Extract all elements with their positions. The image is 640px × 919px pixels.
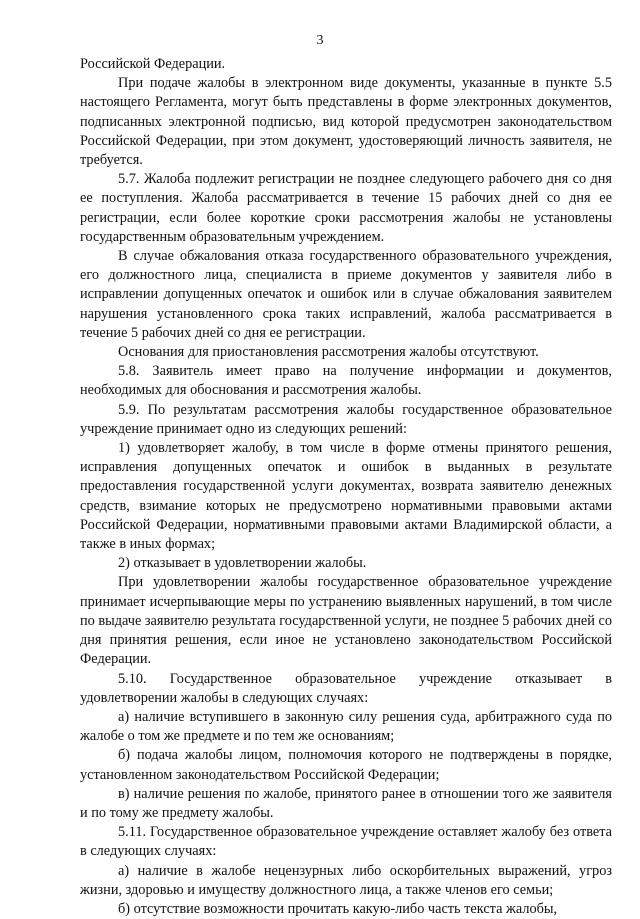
paragraph-5-9: 5.9. По результатам рассмотрения жалобы государственное образовательное учреждение принимает одно из следующих решений: [80,401,612,437]
list-item-decision-1: 1) удовлетворяет жалобу, в том числе в форме отмены принятого решения, исправления допущенных опечаток и ошибок в выданных в результате предоставления государственной услуги документах, возврата заявителю денежных средств, взимание которых не предусмотрено нормативными правовыми актами Российской Федерации, нормативными правовыми актами Владимирской области, а также в иных формах; [80,440,612,553]
paragraph-5-11: 5.11. Государственное образовательное учреждение оставляет жалобу без ответа в следующих случаях: [80,824,612,860]
paragraph-appeal-refusal: В случае обжалования отказа государственного образовательного учреждения, его должностного лица, специалиста в приеме документов у заявителя либо в исправлении допущенных опечаток и ошибок или в случае обжалования заявителем нарушения установленного срока таких исправлений, жалоба рассматривается в течение 5 рабочих дней со дня ее регистрации. [80,248,612,341]
paragraph-5-8: 5.8. Заявитель имеет право на получение информации и документов, необходимых для обоснования и рассмотрения жалобы. [80,363,612,399]
list-item-decision-2: 2) отказывает в удовлетворении жалобы. [118,555,367,572]
list-item-no-answer-a: а) наличие в жалобе нецензурных либо оскорбительных выражений, угроз жизни, здоровью и имуществу должностного лица, а также членов его семьи; [80,862,612,898]
list-item-refusal-b: б) подача жалобы лицом, полномочия которого не подтверждены в порядке, установленном законодательством Российской Федерации; [80,747,612,783]
paragraph-5-10: 5.10. Государственное образовательное учреждение отказывает в удовлетворении жалобы в следующих случаях: [80,670,612,706]
paragraph-continuation: Российской Федерации. [80,56,226,72]
paragraph-electronic-submission: При подаче жалобы в электронном виде документы, указанные в пункте 5.5 настоящего Регламента, могут быть представлены в форме электронных документов, подписанных электронной подписью, вид которой предусмотрен законодательством Российской Федерации, при этом документ, удостоверяющий личность заявителя, не требуется. [80,75,612,169]
list-item-refusal-v: в) наличие решения по жалобе, принятого ранее в отношении того же заявителя и по тому же предмету жалобы. [80,785,612,821]
list-item-no-answer-b: б) отсутствие возможности прочитать какую-либо часть текста жалобы, [118,900,558,917]
page-number: 3 [316,33,324,48]
document-body [80,55,612,919]
paragraph-satisfaction-measures: При удовлетворении жалобы государственное образовательное учреждение принимает исчерпывающие меры по устранению выявленных нарушений, в том числе по выдаче заявителю результата государственной услуги, не позднее 5 рабочих дней со дня принятия решения, если иное не установлено законодательством Российской Федерации. [80,574,612,668]
list-item-refusal-a: а) наличие вступившего в законную силу решения суда, арбитражного суда по жалобе о том же предмете и по тем же основаниям; [80,708,612,745]
paragraph-5-7: 5.7. Жалоба подлежит регистрации не позднее следующего рабочего дня со дня ее поступления. Жалоба рассматривается в течение 15 рабочих дней со дня ее регистрации, если более короткие сроки рассмотрения жалобы не установлены государственным образовательным учреждением. [80,171,612,245]
paragraph-no-suspension: Основания для приостановления рассмотрения жалобы отсутствуют. [118,344,539,361]
